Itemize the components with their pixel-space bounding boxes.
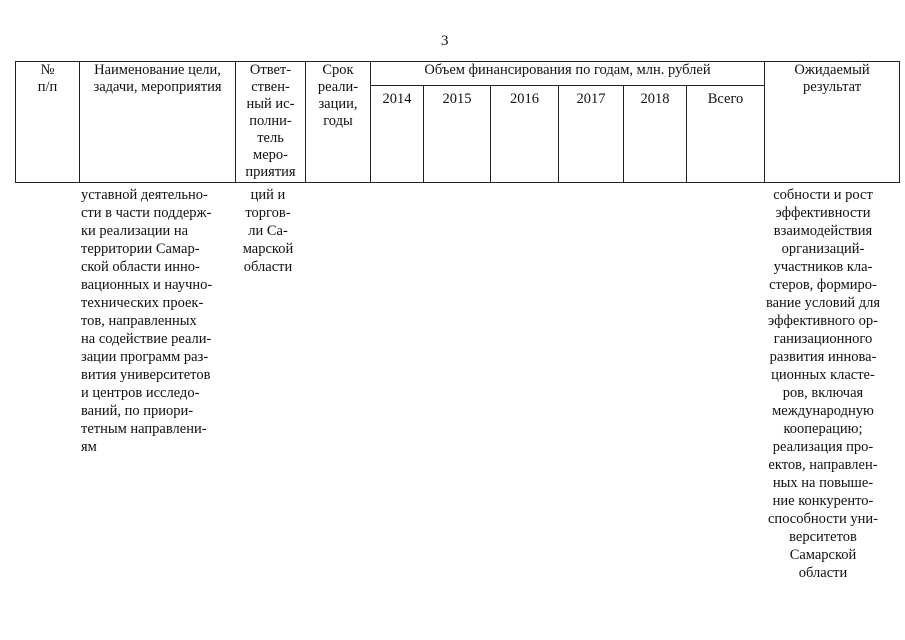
header-responsible-line: тель (257, 130, 284, 146)
result-column-text (757, 186, 889, 582)
responsible-line: торгов- (245, 205, 291, 221)
result-line: участников кла- (773, 259, 873, 275)
result-line: развития иннова- (769, 349, 877, 365)
header-responsible-line: ствен- (251, 79, 290, 95)
header-name-line: Наименование цели, (94, 62, 221, 78)
name-line: технических проек- (81, 295, 204, 311)
name-line: на содействие реали- (81, 331, 212, 347)
result-line: эффективного ор- (768, 313, 878, 329)
name-line: и центров исследо- (81, 385, 200, 401)
result-line: ных на повыше- (772, 475, 874, 491)
name-line: тов, направленных (81, 313, 197, 329)
result-line: вание условий для (765, 295, 881, 311)
header-term-cell (306, 62, 371, 183)
header-year-2016: 2016 (491, 86, 559, 183)
name-line: сти в части поддерж- (81, 205, 212, 221)
responsible-line: ли Са- (248, 223, 288, 239)
responsible-column-text (236, 186, 300, 276)
result-line: способности уни- (768, 511, 878, 527)
header-term-line: годы (323, 113, 353, 129)
header-result-cell (765, 62, 900, 183)
result-line: области (798, 565, 848, 581)
responsible-line: ций и (250, 187, 286, 203)
name-line: территории Самар- (81, 241, 200, 257)
result-line: ганизационного (773, 331, 873, 347)
result-line: организаций- (781, 241, 865, 257)
header-year-2018: 2018 (624, 86, 687, 183)
header-term-line: зации, (318, 96, 358, 112)
result-line: ние конкуренто- (772, 493, 874, 509)
result-line: Самарской (789, 547, 857, 563)
name-line: зации программ раз- (81, 349, 209, 365)
name-column-text (81, 186, 212, 456)
result-line: ционных класте- (771, 367, 875, 383)
header-responsible-line: Ответ- (249, 62, 292, 78)
header-no-line: п/п (37, 79, 58, 95)
name-line: ваний, по приори- (81, 403, 194, 419)
header-result-line: Ожидаемый (794, 62, 870, 78)
header-year-2015: 2015 (424, 86, 491, 183)
header-name-line: задачи, мероприятия (93, 79, 222, 95)
header-result-line: результат (802, 79, 862, 95)
page-number: 3 (441, 33, 449, 49)
result-line: ров, включая (782, 385, 864, 401)
header-responsible-cell (236, 62, 306, 183)
header-responsible-line: ный ис- (246, 96, 295, 112)
result-line: собности и рост (773, 187, 873, 203)
name-line: тетным направлени- (81, 421, 207, 437)
header-responsible-line: полни- (249, 113, 292, 129)
name-line: ям (81, 439, 97, 455)
header-year-2014: 2014 (371, 86, 424, 183)
header-term-line: Срок (322, 62, 354, 78)
result-line: взаимодействия (773, 223, 873, 239)
result-line: международную (772, 403, 874, 419)
name-line: ской области инно- (81, 259, 200, 275)
name-line: уставной деятельно- (81, 187, 208, 203)
result-line: стеров, формиро- (769, 277, 877, 293)
name-line: вития университетов (81, 367, 211, 383)
responsible-line: марской (242, 241, 294, 257)
header-year-2017: 2017 (559, 86, 624, 183)
result-line: реализация про- (772, 439, 874, 455)
name-line: ки реализации на (81, 223, 189, 239)
responsible-line: области (243, 259, 293, 275)
result-line: эффективности (775, 205, 871, 221)
result-line: кооперацию; (783, 421, 863, 437)
header-responsible-line: приятия (245, 164, 296, 180)
header-term-line: реали- (317, 79, 359, 95)
header-no-line: № (40, 62, 55, 78)
result-line: верситетов (789, 529, 857, 545)
name-line: вационных и научно- (81, 277, 213, 293)
result-line: ектов, направлен- (768, 457, 878, 473)
header-funding-cell: Объем финансирования по годам, млн. рублей (371, 62, 765, 86)
header-no-cell (16, 62, 80, 183)
header-table (15, 61, 900, 183)
header-name-cell (80, 62, 236, 183)
header-year-total: Всего (687, 86, 765, 183)
header-responsible-line: меро- (253, 147, 288, 163)
